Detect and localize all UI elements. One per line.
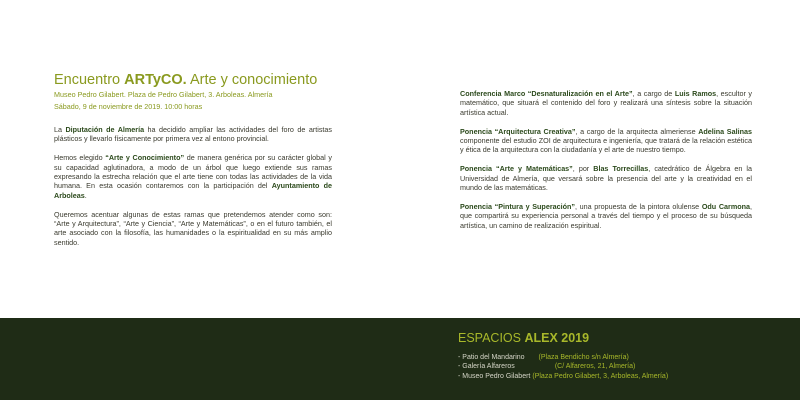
intro-p2-text-e: . <box>84 190 87 200</box>
talk-title: Ponencia “Pintura y Superación” <box>460 201 575 211</box>
talk-connector: , por <box>572 164 594 174</box>
intro-p1-text-c: ha decidido ampliar las actividades del foro de artistas plásticos y llevarlo físicamente por primera vez al entono provincial. <box>54 125 333 144</box>
intro-p2-text-c: de manera genérica por su carácter global y su capacidad aglutinadora, a modo de un árbol que luego extiende sus ramas expresando la estrecha relación que el arte tiene con todas las actividades de la vida humana. En esta ocasión contaremos con la participación del <box>54 153 332 191</box>
talk-item <box>460 164 752 192</box>
space-address: (Plaza Bendicho s/n Almería) <box>538 354 629 361</box>
talk-title: Ponencia “Arte y Matemáticas” <box>460 164 573 174</box>
event-datetime: Sábado, 9 de noviembre de 2019. 10:00 horas <box>54 101 203 111</box>
talk-item <box>460 127 752 155</box>
talk-description: componente del estudio ZOI de arquitectura e ingeniería, que tratará de la relación estética y ética de la arquitectura con la ciudadanía y el arte de nuestro tiempo. <box>460 136 752 155</box>
talk-item <box>460 202 752 230</box>
spaces-section <box>458 330 758 381</box>
talk-description: , escultor y matemático, que situará el contenido del foro y realizará una síntesis sobre la situación artística actual. <box>460 89 752 117</box>
intro-p1-text-a: La <box>54 125 66 134</box>
program-column <box>460 89 752 239</box>
talk-connector: , a cargo de la arquitecta almeriense <box>575 126 699 136</box>
spaces-list <box>458 353 758 381</box>
intro-p2-highlight-2: Ayuntamiento de Arboleas <box>54 181 332 200</box>
talk-connector: , una propuesta de la pintora olulense <box>574 201 702 211</box>
talk-description: , que compartirá su experiencia personal a través del tiempo y el proceso de su búsqueda artística, un camino de realización espiritual. <box>460 201 753 230</box>
spaces-list-item <box>458 372 758 381</box>
talk-item <box>460 89 752 117</box>
event-title-suffix: Arte y conocimiento <box>186 72 318 88</box>
space-address: (Plaza Pedro Gilabert, 3, Arboleas, Almería) <box>532 372 669 380</box>
talk-speaker: Luis Ramos <box>674 89 717 98</box>
event-title <box>54 72 332 89</box>
talk-connector: , a cargo de <box>632 89 675 98</box>
talk-speaker: Blas Torrecillas <box>593 164 649 174</box>
intro-p2-highlight-1: “Arte y Conocimiento” <box>105 153 185 163</box>
space-name: - Museo Pedro Gilabert <box>458 372 531 380</box>
intro-paragraph-1 <box>54 125 332 144</box>
intro-paragraph-2 <box>54 153 332 200</box>
talk-title: Ponencia “Arquitectura Creativa” <box>460 126 576 136</box>
spaces-list-item <box>458 362 758 371</box>
intro-column <box>54 72 332 247</box>
space-name: - Galería Alfareros <box>458 363 515 371</box>
spaces-list-item <box>458 353 758 362</box>
talk-speaker: Adelina Salinas <box>698 126 752 136</box>
event-venue: Museo Pedro Gilabert. Plaza de Pedro Gilabert, 3. Arboleas. Almería <box>54 90 273 99</box>
space-address: (C/ Alfareros, 21, Almería) <box>554 363 636 371</box>
intro-p1-highlight: Diputación de Almería <box>65 125 145 134</box>
space-name: - Patio del Mandarino <box>458 354 525 361</box>
event-title-prefix: Encuentro <box>54 72 125 88</box>
talk-title: Conferencia Marco “Desnaturalización en el Arte” <box>460 89 633 98</box>
talk-speaker: Odu Carmona <box>701 201 751 211</box>
intro-paragraph-3: Queremos acentuar algunas de estas ramas que pretendemos atender como son: “Arte y Arquitectura”, “Arte y Ciencia”, “Arte y Matemáticas”, o en el futuro también, el arte asociado con la filosofía, las humanidades o la espiritualidad en su más amplio sentido. <box>54 209 332 247</box>
intro-p2-text-a: Hemos elegido <box>54 153 106 163</box>
spaces-title-brand: ALEX 2019 <box>524 331 590 345</box>
spaces-title-prefix: ESPACIOS <box>458 331 525 345</box>
event-title-brand: ARTyCO. <box>124 72 187 88</box>
talk-description: , catedrático de Álgebra en la Universidad de Almería, que versará sobre la presencia del arte y la creatividad en el mundo de las matemáticas. <box>460 164 753 193</box>
spaces-title <box>458 330 758 346</box>
